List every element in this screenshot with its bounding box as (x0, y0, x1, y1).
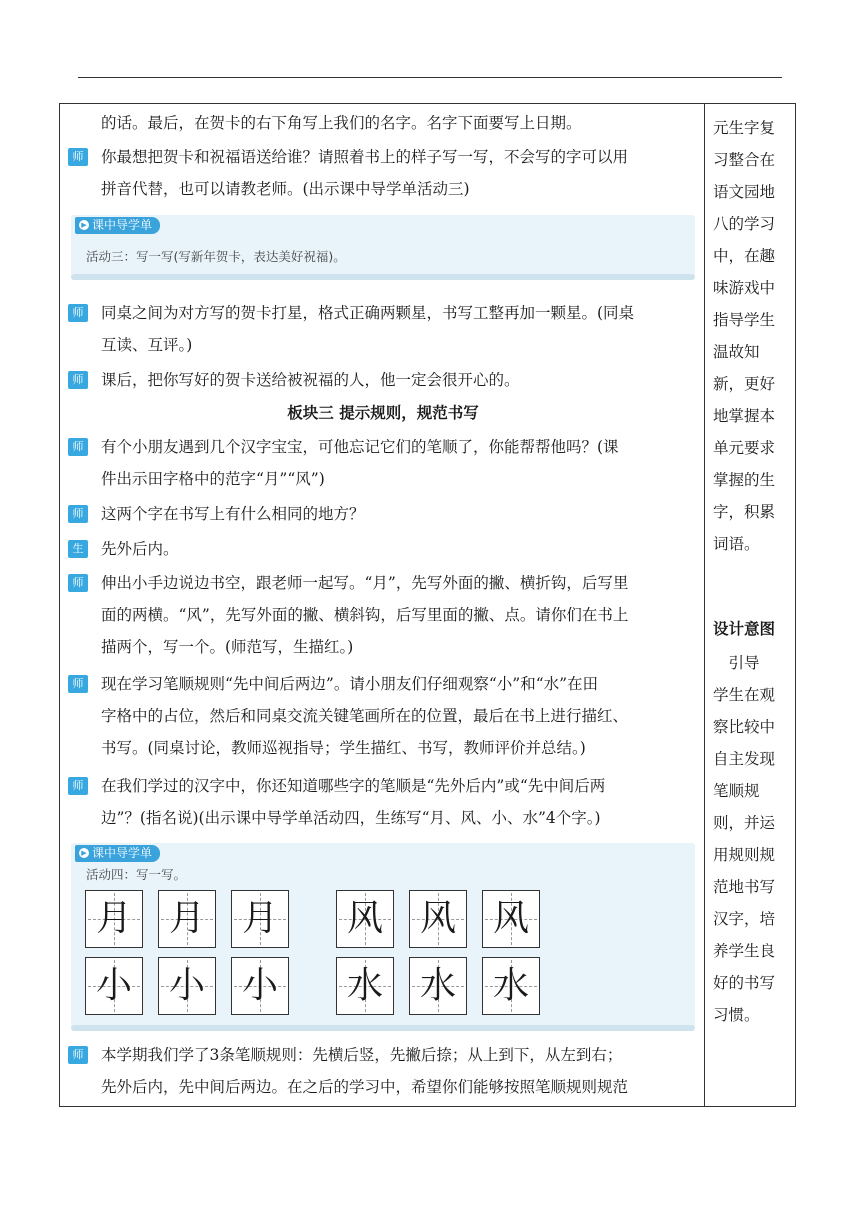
text-line: 先外后内，先中间后两边。在之后的学习中，希望你们能够按照笔顺规则规范 (101, 1078, 629, 1096)
guide-tag (75, 845, 160, 862)
text-line: 字格中的占位，然后和同桌交流关键笔画所在的位置，最后在书上进行描红、 (101, 707, 629, 725)
guide-tag-label: 课中导学单 (92, 218, 153, 232)
guide-tag-label: 课中导学单 (92, 846, 153, 860)
grid-char: 小 (241, 965, 278, 1006)
text-line: 同桌之间为对方写的贺卡打星，格式正确两颗星，书写工整再加一颗星。(同桌 (101, 304, 635, 322)
note-line: 好的书写 (713, 974, 776, 992)
note-line: 学生在观 (713, 686, 776, 704)
note-line: 八的学习 (713, 215, 776, 233)
grid-cell (409, 957, 467, 1015)
lesson-table (59, 103, 796, 1107)
text-line: 面的两横。“风”，先写外面的撇、横斜钩，后写里面的撇、点。请你们在书上 (101, 606, 629, 624)
note-line: 地掌握本 (713, 407, 776, 425)
student-badge: 生 (68, 540, 88, 558)
teacher-badge: 师 (68, 1046, 88, 1064)
grid-cell (158, 890, 216, 948)
grid-cell (85, 890, 143, 948)
note-line: 味游戏中 (713, 279, 776, 297)
text-line: 在我们学过的汉字中，你还知道哪些字的笔顺是“先外后内”或“先中间后两 (101, 777, 606, 795)
grid-cell (482, 957, 540, 1015)
play-icon: ▶ (79, 848, 89, 858)
text-line: 你最想把贺卡和祝福语送给谁？请照着书上的样子写一写，不会写的字可以用 (101, 148, 629, 166)
grid-cell (336, 957, 394, 1015)
text-line: 边”？(指名说)(出示课中导学单活动四，生练写“月、风、小、水”4个字。) (101, 809, 601, 827)
text-line: 本学期我们学了3条笔顺规则：先横后竖，先撇后捺；从上到下，从左到右； (101, 1046, 623, 1064)
note-line: 字，积累 (713, 503, 776, 521)
note-line: 指导学生 (713, 311, 776, 329)
teacher-badge: 师 (68, 371, 88, 389)
header-rule (78, 77, 782, 78)
text-line: 书写。(同桌讨论，教师巡视指导；学生描红、书写，教师评价并总结。) (101, 739, 586, 757)
grid-char: 月 (95, 898, 132, 939)
column-divider (704, 104, 705, 1106)
grid-char: 小 (95, 965, 132, 1006)
teacher-badge: 师 (68, 574, 88, 592)
note-line: 单元要求 (713, 439, 776, 457)
note-line: 则，并运 (713, 814, 776, 832)
text-line: 现在学习笔顺规则“先中间后两边”。请小朋友们仔细观察“小”和“水”在田 (101, 675, 599, 693)
grid-char: 月 (168, 898, 205, 939)
teacher-badge: 师 (68, 675, 88, 693)
grid-cell (482, 890, 540, 948)
note-line: 笔顺规 (713, 782, 760, 800)
design-intent-heading: 设计意图 (713, 619, 776, 638)
note-line: 汉字，培 (713, 910, 776, 928)
note-line: 温故知 (713, 343, 760, 361)
note-line: 自主发现 (713, 750, 776, 768)
teacher-badge: 师 (68, 505, 88, 523)
grid-char: 小 (168, 965, 205, 1006)
grid-cell (231, 890, 289, 948)
text-line: 这两个字在书写上有什么相同的地方？ (101, 505, 365, 523)
grid-char: 水 (346, 965, 383, 1006)
text-line: 互读、互评。) (101, 336, 193, 354)
note-line: 语文园地 (713, 183, 776, 201)
section-title: 板块三 提示规则，规范书写 (287, 403, 479, 422)
note-line: 元生字复 (713, 119, 776, 137)
grid-cell (85, 957, 143, 1015)
grid-char: 月 (241, 898, 278, 939)
text-line: 拼音代替，也可以请教老师。(出示课中导学单活动三) (101, 180, 470, 198)
teacher-badge: 师 (68, 438, 88, 456)
guide-bar (71, 274, 695, 280)
grid-cell (336, 890, 394, 948)
note-line: 引导 (713, 654, 760, 672)
grid-cell (158, 957, 216, 1015)
note-line: 习整合在 (713, 151, 776, 169)
text-line: 伸出小手边说边书空，跟老师一起写。“月”，先写外面的撇、横折钩，后写里 (101, 574, 629, 592)
note-line: 用规则规 (713, 846, 776, 864)
teacher-badge: 师 (68, 304, 88, 322)
play-icon: ▶ (79, 220, 89, 230)
text-line: 的话。最后，在贺卡的右下角写上我们的名字。名字下面要写上日期。 (101, 114, 582, 132)
note-line: 范地书写 (713, 878, 776, 896)
guide-text: 活动三：写一写(写新年贺卡，表达美好祝福)。 (86, 249, 346, 264)
grid-cell (231, 957, 289, 1015)
text-line: 先外后内。 (101, 540, 179, 558)
guide-text: 活动四：写一写。 (86, 867, 187, 882)
note-line: 掌握的生 (713, 471, 776, 489)
grid-char: 风 (492, 898, 529, 939)
text-line: 描两个，写一个。(师范写，生描红。) (101, 638, 354, 656)
note-line: 养学生良 (713, 942, 776, 960)
note-line: 习惯。 (713, 1006, 760, 1024)
grid-cell (409, 890, 467, 948)
note-line: 词语。 (713, 535, 760, 553)
grid-char: 风 (419, 898, 456, 939)
text-line: 件出示田字格中的范字“月”“风”) (101, 470, 325, 488)
guide-bar (71, 1025, 695, 1031)
grid-char: 水 (492, 965, 529, 1006)
grid-char: 水 (419, 965, 456, 1006)
guide-box-activity-3 (71, 215, 695, 277)
text-line: 有个小朋友遇到几个汉字宝宝，可他忘记它们的笔顺了，你能帮帮他吗？(课 (101, 438, 619, 456)
grid-char: 风 (346, 898, 383, 939)
teacher-badge: 师 (68, 777, 88, 795)
note-line: 察比较中 (713, 718, 776, 736)
text-line: 课后，把你写好的贺卡送给被祝福的人，他一定会很开心的。 (101, 371, 520, 389)
note-line: 中，在趣 (713, 247, 776, 265)
guide-box-activity-4 (71, 843, 695, 1028)
note-line: 新，更好 (713, 375, 776, 393)
guide-tag (75, 217, 160, 234)
teacher-badge: 师 (68, 148, 88, 166)
